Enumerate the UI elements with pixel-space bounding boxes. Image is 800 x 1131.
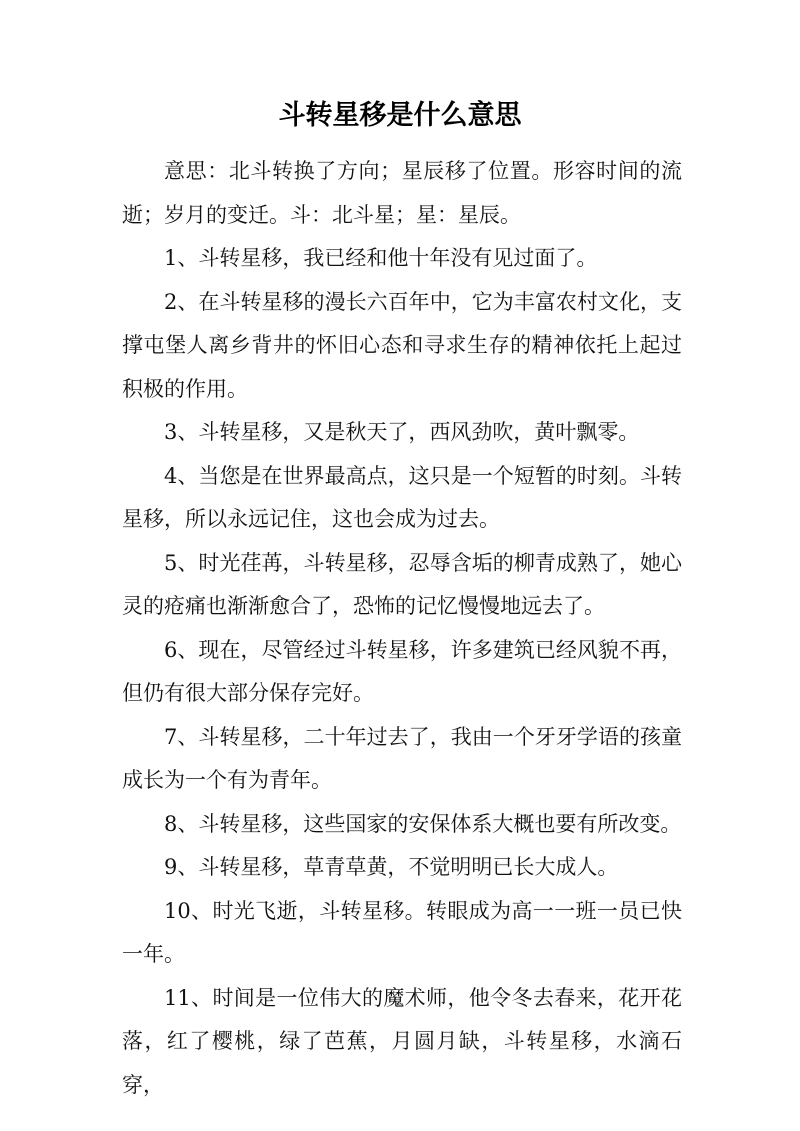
paragraph-definition: 意思：北斗转换了方向；星辰移了位置。形容时间的流逝；岁月的变迁。斗：北斗星；星：星辰。 — [122, 159, 682, 227]
paragraph-example-6: 6、现在，尽管经过斗转星移，许多建筑已经风貌不再，但仍有很大部分保存完好。 — [122, 637, 682, 705]
paragraph-example-4: 4、当您是在世界最高点，这只是一个短暂的时刻。斗转星移，所以永远记住，这也会成为过去。 — [122, 463, 682, 531]
paragraph-example-11: 11、时间是一位伟大的魔术师，他令冬去春来，花开花落，红了樱桃，绿了芭蕉，月圆月缺，斗转星移，水滴石穿， — [122, 985, 682, 1097]
paragraph-example-2: 2、在斗转星移的漫长六百年中，它为丰富农村文化，支撑屯堡人离乡背井的怀旧心态和寻求生存的精神依托上起过积极的作用。 — [122, 289, 682, 401]
paragraph-example-5: 5、时光荏苒，斗转星移，忍辱含垢的柳青成熟了，她心灵的疮痛也渐渐愈合了，恐怖的记忆慢慢地远去了。 — [122, 550, 682, 618]
paragraph-example-8: 8、斗转星移，这些国家的安保体系大概也要有所改变。 — [164, 811, 682, 836]
paragraph-example-3: 3、斗转星移，又是秋天了，西风劲吹，黄叶飘零。 — [164, 420, 640, 444]
paragraph-example-9: 9、斗转星移，草青草黄，不觉明明已长大成人。 — [164, 855, 619, 879]
document-title: 斗转星移是什么意思 — [278, 100, 522, 131]
paragraph-example-10: 10、时光飞逝，斗转星移。转眼成为高一一班一员已快一年。 — [122, 898, 682, 966]
paragraph-example-7: 7、斗转星移，二十年过去了，我由一个牙牙学语的孩童成长为一个有为青年。 — [122, 724, 682, 792]
paragraph-example-1: 1、斗转星移，我已经和他十年没有见过面了。 — [164, 246, 598, 270]
document-body — [122, 150, 682, 1107]
